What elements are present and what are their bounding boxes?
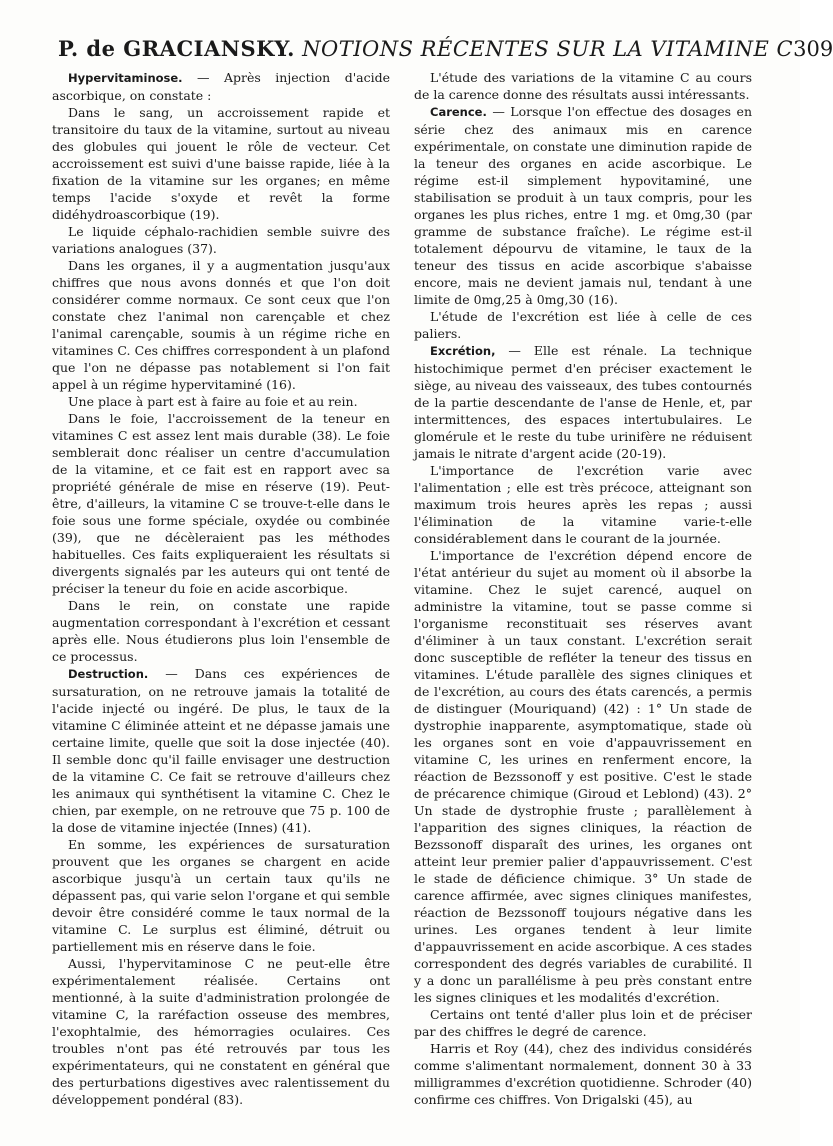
paragraph-text: Harris et Roy (44), chez des individus considérés comme s'alimentant normalement, donnent 30 à 33 milligrammes d'excrétion quotidienne. Schroder (40) confirme ces chiffres. Von Drigalski (45), au xyxy=(414,1041,752,1107)
section-heading: Excrétion, xyxy=(430,344,496,358)
paragraph xyxy=(52,69,390,104)
paragraph-text: L'étude de l'excrétion est liée à celle de ces paliers. xyxy=(414,309,752,341)
paragraph xyxy=(52,836,390,955)
paragraph xyxy=(52,665,390,836)
paragraph-text: Une place à part est à faire au foie et au rein. xyxy=(68,394,358,409)
paragraph xyxy=(414,308,752,342)
paragraph-text: En somme, les expériences de sursaturation prouvent que les organes se chargent en acide ascorbique jusqu'à un certain taux qu'ils ne dépassent pas, qui varie selon l'organe et qui semble devoir être considéré comme le taux normal de la vitamine C. Le surplus est éliminé, détruit ou partiellement mis en réserve dans le foie. xyxy=(52,837,390,954)
paragraph xyxy=(52,393,390,410)
paragraph-text: Dans le foie, l'accroissement de la teneur en vitamines C est assez lent mais durable (38). Le foie semblerait donc réaliser un centre d'accumulation de la vitamine, et ce fait est en rapport avec sa propriété générale de mise en réserve (19). Peut-être, d'ailleurs, la vitamine C se trouve-t-elle dans le foie sous une forme spéciale, oxydée ou combinée (39), que ne décèleraient pas les méthodes habituelles. Ces faits expliqueraient les résultats si divergents signalés par les auteurs qui ont tenté de préciser la teneur du foie en acide ascorbique. xyxy=(52,411,390,596)
paragraph xyxy=(52,257,390,393)
paragraph xyxy=(414,1040,752,1108)
paragraph-text: L'importance de l'excrétion dépend encore de l'état antérieur du sujet au moment où il absorbe la vitamine. Chez le sujet carencé, auquel on administre la vitamine, tout se passe comme si l'organisme reconstituait ses réserves avant d'éliminer à un taux constant. L'excrétion serait donc susceptible de refléter la teneur des tissus en vitamines. L'étude parallèle des signes cliniques et de l'excrétion, au cours des états carencés, a permis de distinguer (Mouriquand) (42) : 1° Un stade de dystrophie inapparente, asymptomatique, stade où les organes sont en voie d'appauvrissement en vitamine C, les urines en renferment encore, la réaction de Bezssonoff y est positive. C'est le stade de précarence chimique (Giroud et Leblond) (43). 2° Un stade de dystrophie fruste ; parallèlement à l'apparition des signes cliniques, la réaction de Bezssonoff disparaît des urines, les organes ont atteint leur premier palier d'appauvrissement. C'est le stade de déficience chimique. 3° Un stade de carence affirmée, avec signes cliniques manifestes, réaction de Bezssonoff toujours négative dans les urines. Les organes tendent à leur limite d'appauvrissement en acide ascorbique. A ces stades correspondent des degrés variables de curabilité. Il y a donc un parallélisme à peu près constant entre les signes cliniques et les modalités d'excrétion. xyxy=(414,548,752,1005)
page-number: 309 xyxy=(793,37,833,61)
paragraph-text: — Dans ces expériences de sursaturation, on ne retrouve jamais la totalité de l'acide injecté ou ingéré. De plus, le taux de la vitamine C éliminée atteint et ne dépasse jamais une certaine limite, quelle que soit la dose injectée (40). Il semble donc qu'il faille envisager une destruction de la vitamine C. Ce fait se retrouve d'ailleurs chez les animaux qui synthétisent la vitamine C. Chez le chien, par exemple, on ne retrouve que 75 p. 100 de la dose de vitamine injectée (Innes) (41). xyxy=(52,666,390,835)
paragraph xyxy=(414,69,752,103)
paragraph-text: — Elle est rénale. La technique histochimique permet d'en préciser exactement le siège, au niveau des vaisseaux, des tubes contournés de la partie descendante de l'anse de Henle, et, par intermittences, des espaces intertubulaires. Le glomérule et le reste du tube urinifère ne réduisent jamais le nitrate d'argent acide (20-19). xyxy=(414,343,752,461)
section-heading: Destruction. xyxy=(68,667,149,681)
text-columns xyxy=(52,69,752,1108)
paragraph xyxy=(52,955,390,1108)
paragraph xyxy=(414,547,752,1006)
paragraph xyxy=(414,1006,752,1040)
paragraph xyxy=(52,597,390,665)
paragraph-text: L'étude des variations de la vitamine C au cours de la carence donne des résultats aussi intéressants. xyxy=(414,70,752,102)
paragraph xyxy=(52,223,390,257)
running-header xyxy=(58,36,833,61)
header-title: NOTIONS RÉCENTES SUR LA VITAMINE C xyxy=(302,37,794,61)
header-author: P. de GRACIANSKY. xyxy=(58,36,295,61)
paragraph-text: — Après injection d'acide ascorbique, on constate : xyxy=(52,70,390,103)
paragraph-text: L'importance de l'excrétion varie avec l'alimentation ; elle est très précoce, atteignant son maximum trois heures après les repas ; aussi l'élimination de la vitamine varie-t-elle considérablement dans le courant de la journée. xyxy=(414,463,752,546)
paragraph xyxy=(414,462,752,547)
paragraph-text: — Lorsque l'on effectue des dosages en série chez des animaux mis en carence expérimentale, on constate une diminution rapide de la teneur des organes en acide ascorbique. Le régime est-il simplement hypovitaminé, une stabilisation se produit à un taux compris, pour les organes les plus riches, entre 1 mg. et 0mg,30 (par gramme de substance fraîche). Le régime est-il totalement dépourvu de vitamine, le taux de la teneur des tissus en acide ascorbique s'abaisse encore, mais ne devient jamais nul, tendant à une limite de 0mg,25 à 0mg,30 (16). xyxy=(414,104,752,307)
paragraph-text: Le liquide céphalo-rachidien semble suivre des variations analogues (37). xyxy=(52,224,390,256)
left-column xyxy=(52,69,390,1108)
header-text xyxy=(58,36,793,61)
paragraph xyxy=(414,342,752,462)
paragraph-text: Dans le sang, un accroissement rapide et transitoire du taux de la vitamine, surtout au niveau des globules qui jouent le rôle de vecteur. Cet accroissement est suivi d'une baisse rapide, liée à la fixation de la vitamine sur les organes; en même temps l'acide s'oxyde et revêt la forme didéhydroascorbique (19). xyxy=(52,105,390,222)
paragraph-text: Aussi, l'hypervitaminose C ne peut-elle être expérimentalement réalisée. Certains ont mentionné, à la suite d'administration prolongée de vitamine C, la raréfaction osseuse des membres, l'exophtalmie, des hémorragies oculaires. Ces troubles n'ont pas été retrouvés par tous les expérimentateurs, qui ne constatent en général que des perturbations digestives avec ralentissement du développement pondéral (83). xyxy=(52,956,390,1107)
paragraph xyxy=(52,410,390,597)
paragraph xyxy=(52,104,390,223)
paragraph xyxy=(414,103,752,308)
paragraph-text: Certains ont tenté d'aller plus loin et de préciser par des chiffres le degré de carence. xyxy=(414,1007,752,1039)
section-heading: Hypervitaminose. xyxy=(68,71,183,85)
right-column xyxy=(414,69,752,1108)
section-heading: Carence. xyxy=(430,105,487,119)
paragraph-text: Dans le rein, on constate une rapide augmentation correspondant à l'excrétion et cessant après elle. Nous étudierons plus loin l'ensemble de ce processus. xyxy=(52,598,390,664)
paragraph-text: Dans les organes, il y a augmentation jusqu'aux chiffres que nous avons donnés et que l'on doit considérer comme normaux. Ce sont ceux que l'on constate chez l'animal non carençable et chez l'animal carençable, soumis à un régime riche en vitamines C. Ces chiffres correspondent à un plafond que l'on ne dépasse pas notablement si l'on fait appel à un régime hypervitaminé (16). xyxy=(52,258,390,392)
